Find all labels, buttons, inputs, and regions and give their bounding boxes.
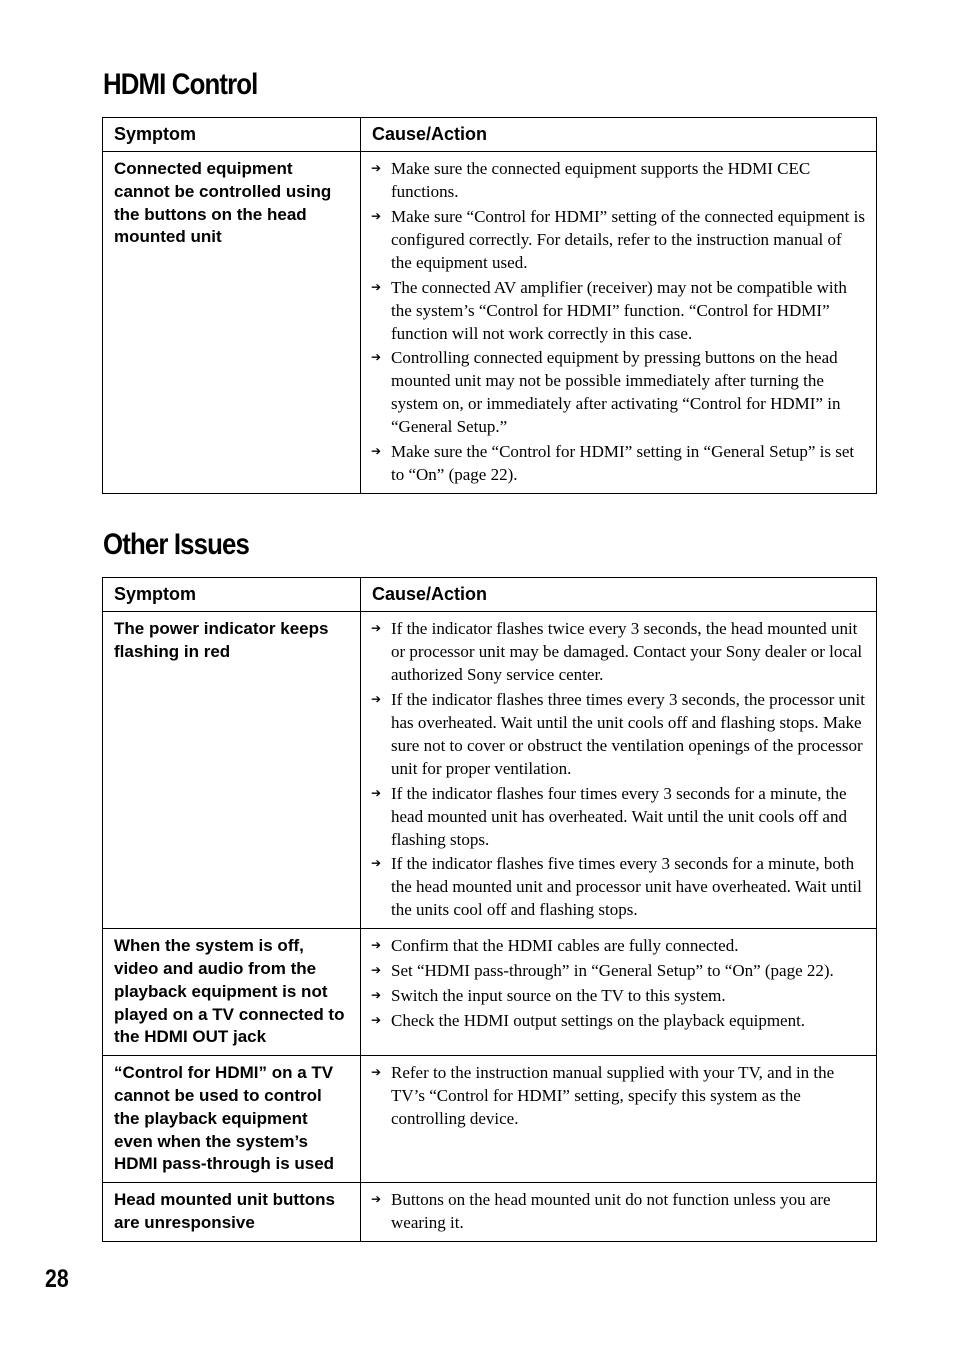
action-text: Controlling connected equipment by pressing buttons on the head mounted unit may not be possible immediately after turning the system on, or immediately after activating “Control for HDMI” in “General Setup.” (391, 348, 841, 437)
actions-cell (361, 612, 877, 929)
arrow-right-icon: ➔ (371, 621, 382, 635)
header-cause-action: Cause/Action (361, 118, 877, 152)
arrow-right-icon: ➔ (371, 938, 382, 953)
action-text: Make sure the “Control for HDMI” setting in “General Setup” is set to “On” (page 22). (391, 442, 855, 485)
action-list (371, 934, 866, 1031)
action-text: Switch the input source on the TV to this system. (391, 985, 726, 1005)
symptom-cell: Head mounted unit buttons are unresponsive (103, 1183, 361, 1242)
other-issues-table (102, 577, 877, 1242)
action-text: Make sure the connected equipment supports the HDMI CEC functions. (391, 159, 811, 201)
action-item (371, 984, 866, 1007)
action-item (371, 1061, 866, 1130)
action-item (371, 617, 866, 686)
arrow-right-icon: ➔ (371, 962, 382, 977)
table-row (103, 152, 877, 494)
symptom-cell: When the system is off, video and audio from the playback equipment is not played on a TV connected to the HDMI OUT jack (103, 929, 361, 1056)
hdmi-control-table (102, 117, 877, 494)
table-row (103, 612, 877, 929)
arrow-right-icon: ➔ (371, 856, 382, 871)
header-cause-action: Cause/Action (361, 578, 877, 612)
action-item (371, 1009, 866, 1032)
symptom-cell: The power indicator keeps flashing in red (103, 612, 361, 929)
action-text: Check the HDMI output settings on the playback equipment. (391, 1010, 806, 1030)
arrow-right-icon: ➔ (371, 987, 382, 1002)
action-item (371, 852, 866, 921)
arrow-right-icon: ➔ (371, 161, 382, 175)
action-item (371, 205, 866, 274)
arrow-right-icon: ➔ (371, 350, 382, 365)
table-row (103, 1183, 877, 1242)
table-row (103, 1056, 877, 1183)
symptom-cell: “Control for HDMI” on a TV cannot be used to control the playback equipment even when the system’s HDMI pass-through is used (103, 1056, 361, 1183)
action-text: If the indicator flashes four times every 3 seconds for a minute, the head mounted unit has overheated. Wait until the unit cools off and flashing stops. (391, 783, 847, 849)
action-text: Buttons on the head mounted unit do not function unless you are wearing it. (391, 1190, 831, 1233)
action-item (371, 1188, 866, 1234)
page-number: 28 (45, 1265, 69, 1293)
arrow-right-icon: ➔ (371, 1065, 382, 1080)
actions-cell (361, 929, 877, 1056)
action-text: Make sure “Control for HDMI” setting of the connected equipment is configured correctly. For details, refer to the instruction manual of the equipment used. (391, 206, 865, 272)
section-title-hdmi-control: HDMI Control (103, 68, 258, 101)
arrow-right-icon: ➔ (371, 279, 382, 294)
action-text: Refer to the instruction manual supplied with your TV, and in the TV’s “Control for HDMI” setting, specify this system as the controlling device. (391, 1063, 835, 1129)
symptom-cell: Connected equipment cannot be controlled using the buttons on the head mounted unit (103, 152, 361, 494)
header-symptom: Symptom (103, 578, 361, 612)
action-item (371, 276, 866, 345)
action-list (371, 617, 866, 921)
table-row (103, 929, 877, 1056)
action-list (371, 1188, 866, 1234)
action-item (371, 440, 866, 486)
action-list (371, 1061, 866, 1130)
arrow-right-icon: ➔ (371, 444, 382, 459)
action-item (371, 782, 866, 851)
action-text: If the indicator flashes twice every 3 seconds, the head mounted unit or processor unit may be damaged. Contact your Sony dealer or local authorized Sony service center. (391, 619, 863, 684)
arrow-right-icon: ➔ (371, 1012, 382, 1027)
action-text: The connected AV amplifier (receiver) may not be compatible with the system’s “Control for HDMI” function. “Control for HDMI” function will not work correctly in this case. (391, 277, 847, 343)
header-symptom: Symptom (103, 118, 361, 152)
arrow-right-icon: ➔ (371, 691, 382, 706)
actions-cell (361, 1183, 877, 1242)
actions-cell (361, 152, 877, 494)
arrow-right-icon: ➔ (371, 1192, 382, 1207)
table-header-row (103, 578, 877, 612)
action-item (371, 959, 866, 982)
action-text: Confirm that the HDMI cables are fully connected. (391, 936, 739, 956)
action-item (371, 157, 866, 203)
action-text: If the indicator flashes three times every 3 seconds, the processor unit has overheated. Wait until the unit cools off and flashing stops. Make sure not to cover or obstruct the ventilation openings of the processor unit for proper ventilation. (391, 689, 865, 778)
action-text: Set “HDMI pass-through” in “General Setup” to “On” (page 22). (391, 960, 834, 980)
action-text: If the indicator flashes five times every 3 seconds for a minute, both the head mounted unit and processor unit have overheated. Wait until the units cool off and flashing stops. (391, 854, 862, 920)
actions-cell (361, 1056, 877, 1183)
action-list (371, 157, 866, 486)
arrow-right-icon: ➔ (371, 785, 382, 800)
action-item (371, 934, 866, 957)
section-title-other-issues: Other Issues (103, 528, 249, 561)
table-header-row (103, 118, 877, 152)
arrow-right-icon: ➔ (371, 208, 382, 223)
action-item (371, 688, 866, 780)
action-item (371, 346, 866, 438)
